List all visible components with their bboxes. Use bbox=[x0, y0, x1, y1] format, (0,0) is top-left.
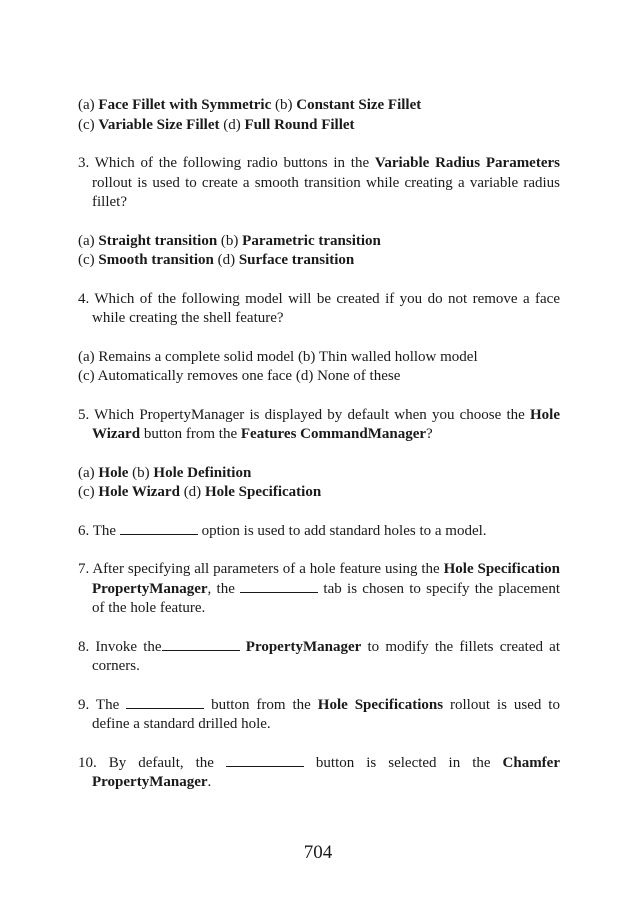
option-d: Full Round Fillet bbox=[244, 116, 355, 133]
option-a: Face Fillet with Symmetric bbox=[98, 97, 272, 113]
question-4 bbox=[78, 290, 560, 329]
question-text: 7. After specifying all parameters of a hole feature using the Hole Specification PropertyManager, the tab is chosen to specify the placement of the hole feature. bbox=[78, 561, 560, 616]
option-b: Parametric transition bbox=[242, 232, 381, 249]
option-c: Smooth transition bbox=[98, 252, 214, 268]
option-d: Hole Specification bbox=[204, 484, 322, 500]
options-line-cd: (c) Automatically removes one face (d) None of these bbox=[78, 368, 401, 384]
question-5 bbox=[78, 406, 560, 445]
option-c: Variable Size Fillet bbox=[98, 116, 220, 133]
option-d: Surface transition bbox=[238, 252, 355, 268]
page-content bbox=[78, 96, 560, 812]
option-a: Straight transition bbox=[98, 232, 218, 249]
fill-in-blank bbox=[126, 697, 204, 709]
question-text: 9. The button from the Hole Specifications rollout is used to define a standard drilled hole. bbox=[78, 696, 560, 732]
option-c: Hole Wizard bbox=[98, 484, 180, 500]
fill-in-blank bbox=[120, 523, 198, 535]
question-text: 6. The option is used to add standard holes to a model. bbox=[78, 522, 487, 539]
q5-options bbox=[78, 464, 560, 503]
option-b: Constant Size Fillet bbox=[296, 97, 422, 113]
options-line-ab: (a) Remains a complete solid model (b) Thin walled hollow model bbox=[78, 348, 478, 365]
question-10 bbox=[78, 754, 560, 793]
question-text: 3. Which of the following radio buttons in the Variable Radius Parameters rollout is used to create a smooth transition while creating a variable radius fillet? bbox=[78, 155, 560, 210]
page-number: 704 bbox=[303, 842, 333, 863]
options-line-ab: (a) Hole (b) Hole Definition bbox=[78, 464, 252, 481]
options-line-cd: (c) Smooth transition (d) Surface transition bbox=[78, 252, 355, 268]
options-line-ab: (a) Straight transition (b) Parametric transition bbox=[78, 232, 381, 249]
option-b: Hole Definition bbox=[153, 464, 252, 481]
options-line-cd: (c) Variable Size Fillet (d) Full Round Fillet bbox=[78, 116, 355, 133]
options-line-ab: (a) Face Fillet with Symmetric (b) Constant Size Fillet bbox=[78, 97, 422, 113]
fill-in-blank bbox=[162, 639, 240, 651]
question-text: 8. Invoke the PropertyManager to modify the fillets created at corners. bbox=[78, 638, 560, 674]
question-text: 4. Which of the following model will be created if you do not remove a face while creating the shell feature? bbox=[78, 290, 560, 326]
question-6 bbox=[78, 522, 560, 542]
option-a: Hole bbox=[98, 464, 129, 481]
options-line-cd: (c) Hole Wizard (d) Hole Specification bbox=[78, 484, 322, 500]
question-8 bbox=[78, 638, 560, 677]
fill-in-blank bbox=[226, 755, 304, 767]
q4-options bbox=[78, 348, 560, 387]
question-3 bbox=[78, 154, 560, 213]
question-9 bbox=[78, 696, 560, 735]
question-text: 10. By default, the button is selected in the Chamfer PropertyManager. bbox=[78, 754, 560, 790]
q2-options bbox=[78, 96, 560, 135]
q3-options bbox=[78, 232, 560, 271]
question-7 bbox=[78, 560, 560, 619]
fill-in-blank bbox=[240, 581, 318, 593]
question-text: 5. Which PropertyManager is displayed by default when you choose the Hole Wizard button from the Features CommandManager? bbox=[78, 406, 560, 442]
